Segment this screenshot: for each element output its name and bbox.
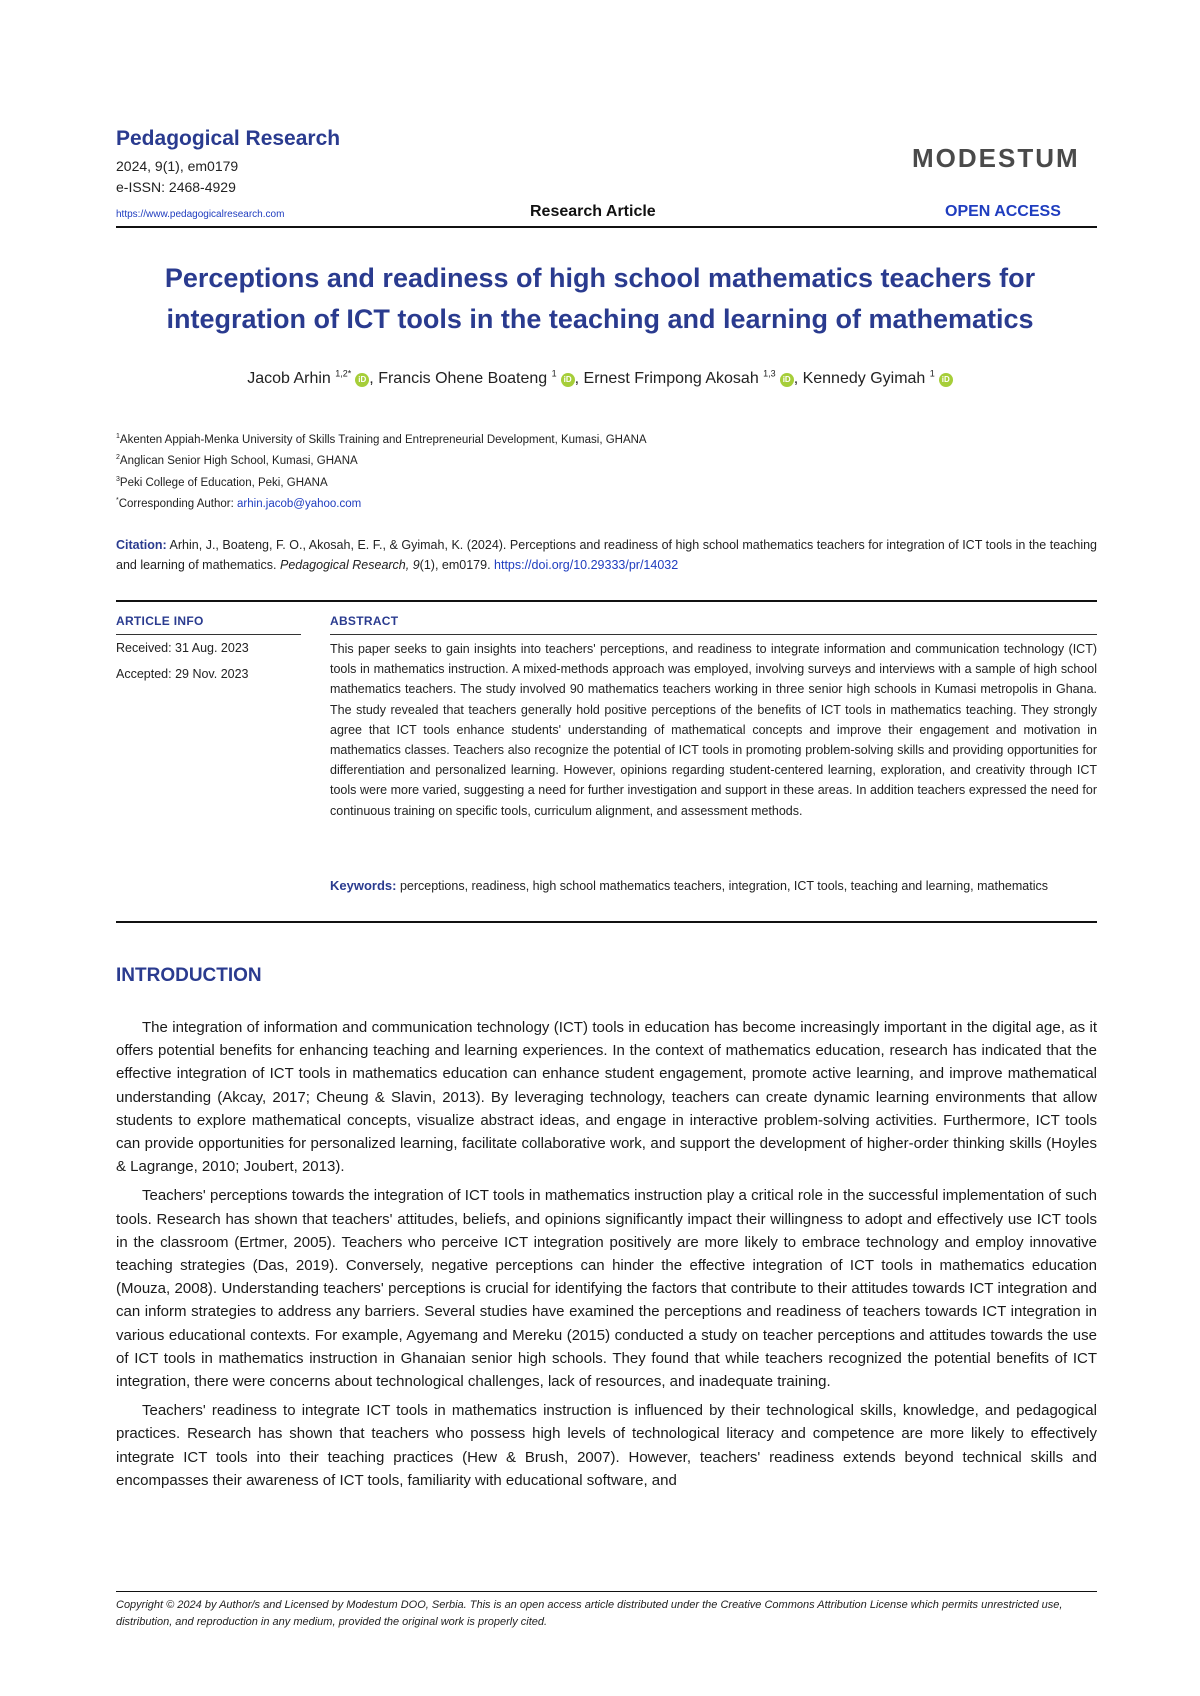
affiliation-1 [116, 428, 1096, 449]
affiliation-text: Anglican Senior High School, Kumasi, GHANA [119, 455, 358, 468]
paragraph: Teachers' readiness to integrate ICT tools in mathematics instruction is influenced by their technological skills, knowledge, and pedagogical practices. Research has shown that teachers who possess high levels of technological literacy and competence are more likely to effectively integrate ICT tools into their teaching practices (Hew & Brush, 2007). However, teachers' readiness extends beyond technical skills and encompasses their awareness of ICT tools, familiarity with educational software, and [116, 1402, 1097, 1489]
abstract-text: This paper seeks to gain insights into teachers' perceptions, and readiness to integrate information and communication technology (ICT) tools in mathematics instruction. A mixed-methods approach was employed, involving surveys and interviews with a sample of high school mathematics teachers. The study involved 90 mathematics teachers working in three senior high schools in Kumasi metropolis in Ghana. The study revealed that teachers generally hold positive perceptions of the benefits of ICT tools in mathematics teaching. They strongly agree that ICT tools enhance students' understanding of mathematical concepts and improve their engagement and motivation in mathematics classes. Teachers also recognize the potential of ICT tools in promoting problem-solving skills and providing opportunities for differentiation and personalized learning. However, opinions regarding student-centered learning, exploration, and creativity through ICT tools were more varied, suggesting a need for further investigation and support in these areas. In addition teachers expressed the need for continuous training on specific tools, curriculum alignment, and assessment methods. [330, 642, 1097, 818]
author-affiliation-marker: 1 [929, 369, 935, 379]
author-name: Kennedy Gyimah [802, 370, 930, 388]
abstract-heading: ABSTRACT [330, 614, 399, 628]
citation-label: Citation: [116, 538, 167, 552]
journal-issn: e-ISSN: 2468-4929 [116, 179, 236, 195]
journal-volume: 2024, 9(1), em0179 [116, 158, 239, 174]
corresponding-email-link[interactable]: arhin.jacob@yahoo.com [237, 497, 362, 510]
affiliation-marker: 2 [116, 454, 120, 462]
keywords [330, 876, 1097, 896]
journal-name[interactable]: Pedagogical Research [116, 127, 341, 150]
article-info-heading: ARTICLE INFO [116, 614, 204, 628]
orcid-icon[interactable]: iD [355, 373, 369, 387]
corresponding-label: Corresponding Author: [118, 497, 238, 510]
author-name: Ernest Frimpong Akosah [583, 370, 764, 388]
title-line-1: Perceptions and readiness of high school mathematics teachers for [164, 263, 1036, 293]
citation-journal: Pedagogical Research, [279, 558, 410, 572]
author-name: Jacob Arhin [247, 370, 336, 388]
citation-text: Arhin, J., Boateng, F. O., Akosah, E. F., & Gyimah, K. (2024). Perceptions and readiness of high school mathematics teachers for integration of ICT tools in the teaching and learning of mathematics. [116, 538, 1097, 572]
orcid-icon[interactable]: iD [561, 373, 575, 387]
citation-volume: 9 [412, 558, 420, 572]
article-type: Research Article [530, 203, 656, 220]
publisher-logo: MODESTUM [912, 143, 1080, 173]
affiliation-marker: 1 [116, 433, 120, 440]
introduction-heading: INTRODUCTION [116, 965, 262, 986]
author-separator: , [369, 370, 379, 388]
author-4 [803, 370, 953, 387]
affiliation-marker: 3 [116, 475, 120, 483]
introduction-body [116, 1016, 1097, 1498]
info-box-top-rule [116, 600, 1097, 602]
journal-url-link[interactable]: https://www.pedagogicalresearch.com [116, 209, 285, 220]
accepted-date: Accepted: 29 Nov. 2023 [116, 667, 249, 681]
corresponding-author [116, 492, 1096, 513]
paper-title [100, 258, 1100, 340]
header-divider [116, 226, 1097, 228]
author-3 [584, 370, 803, 387]
affiliation-marker: * [116, 496, 119, 504]
paragraph: The integration of information and communication technology (ICT) tools in education has become increasingly important in the digital age, as it offers potential benefits for enhancing teaching and learning experiences. In the context of mathematics education, research has indicated that the effective integration of ICT tools in mathematics education can enhance student engagement, promote active learning, and improve mathematical understanding (Akcay, 2017; Cheung & Slavin, 2013). By leveraging technology, teachers can create dynamic learning environments that allow students to explore mathematical concepts, visualize abstract ideas, and engage in interactive problem-solving activities. Furthermore, ICT tools can provide opportunities for personalized learning, facilitate collaborative work, and support the development of higher-order thinking skills (Hoyles & Lagrange, 2010; Joubert, 2013). [116, 1019, 1097, 1176]
author-affiliation-marker: 1,2* [335, 369, 352, 379]
citation-issue: (1), em0179. [419, 558, 495, 572]
copyright-notice: Copyright © 2024 by Author/s and Licensed by Modestum DOO, Serbia. This is an open access article distributed under the Creative Commons Attribution License which permits unrestricted use, distribution, and reproduction in any medium, provided the original work is properly cited. [116, 1599, 1063, 1628]
paragraph: Teachers' perceptions towards the integration of ICT tools in mathematics instruction play a critical role in the successful implementation of such tools. Research has shown that teachers' attitudes, beliefs, and opinions significantly impact their willingness to adopt and effectively use ICT tools in the classroom (Ertmer, 2005). Teachers who perceive ICT integration positively are more likely to embrace technology and employ innovative teaching strategies (Das, 2019). Conversely, negative perceptions can hinder the effective integration of ICT tools in mathematics education (Mouza, 2008). Understanding teachers' perceptions is crucial for identifying the factors that contribute to their attitudes towards ICT integration and can inform strategies to address any barriers. Several studies have examined the perceptions and readiness of teachers towards ICT integration in various educational contexts. For example, Agyemang and Mereku (2015) conducted a study on teacher perceptions and attitudes towards the use of ICT tools in mathematics instruction in Ghanaian senior high schools. They found that while teachers recognized the potential benefits of ICT integration, there were concerns about technological challenges, lack of resources, and inadequate training. [116, 1187, 1097, 1391]
keywords-text: perceptions, readiness, high school mathematics teachers, integration, ICT tools, teaching and learning, mathematics [396, 879, 1048, 893]
info-box-bottom-rule [116, 921, 1097, 923]
open-access-badge: OPEN ACCESS [945, 203, 1061, 220]
footer-divider [116, 1591, 1097, 1592]
orcid-icon[interactable]: iD [939, 373, 953, 387]
author-name: Francis Ohene Boateng [378, 370, 552, 388]
author-1 [247, 370, 378, 387]
author-separator: , [793, 370, 803, 388]
doi-link[interactable]: https://doi.org/10.29333/pr/14032 [494, 558, 679, 572]
author-affiliation-marker: 1 [551, 369, 557, 379]
author-list [100, 369, 1100, 388]
article-info-rule [116, 634, 301, 635]
keywords-label: Keywords: [330, 878, 397, 893]
affiliation-text: Akenten Appiah-Menka University of Skills Training and Entrepreneurial Development, Kumasi, GHANA [119, 433, 647, 446]
orcid-icon[interactable]: iD [780, 373, 794, 387]
author-2 [378, 370, 583, 387]
abstract-rule [330, 634, 1097, 635]
citation [116, 535, 1097, 575]
title-line-2: integration of ICT tools in the teaching and learning of mathematics [166, 304, 1034, 334]
affiliation-text: Peki College of Education, Peki, GHANA [119, 476, 328, 489]
affiliations [116, 428, 1096, 513]
received-date: Received: 31 Aug. 2023 [116, 641, 249, 655]
author-separator: , [574, 370, 584, 388]
affiliation-3 [116, 471, 1096, 492]
affiliation-2 [116, 449, 1096, 470]
author-affiliation-marker: 1,3 [763, 369, 776, 379]
